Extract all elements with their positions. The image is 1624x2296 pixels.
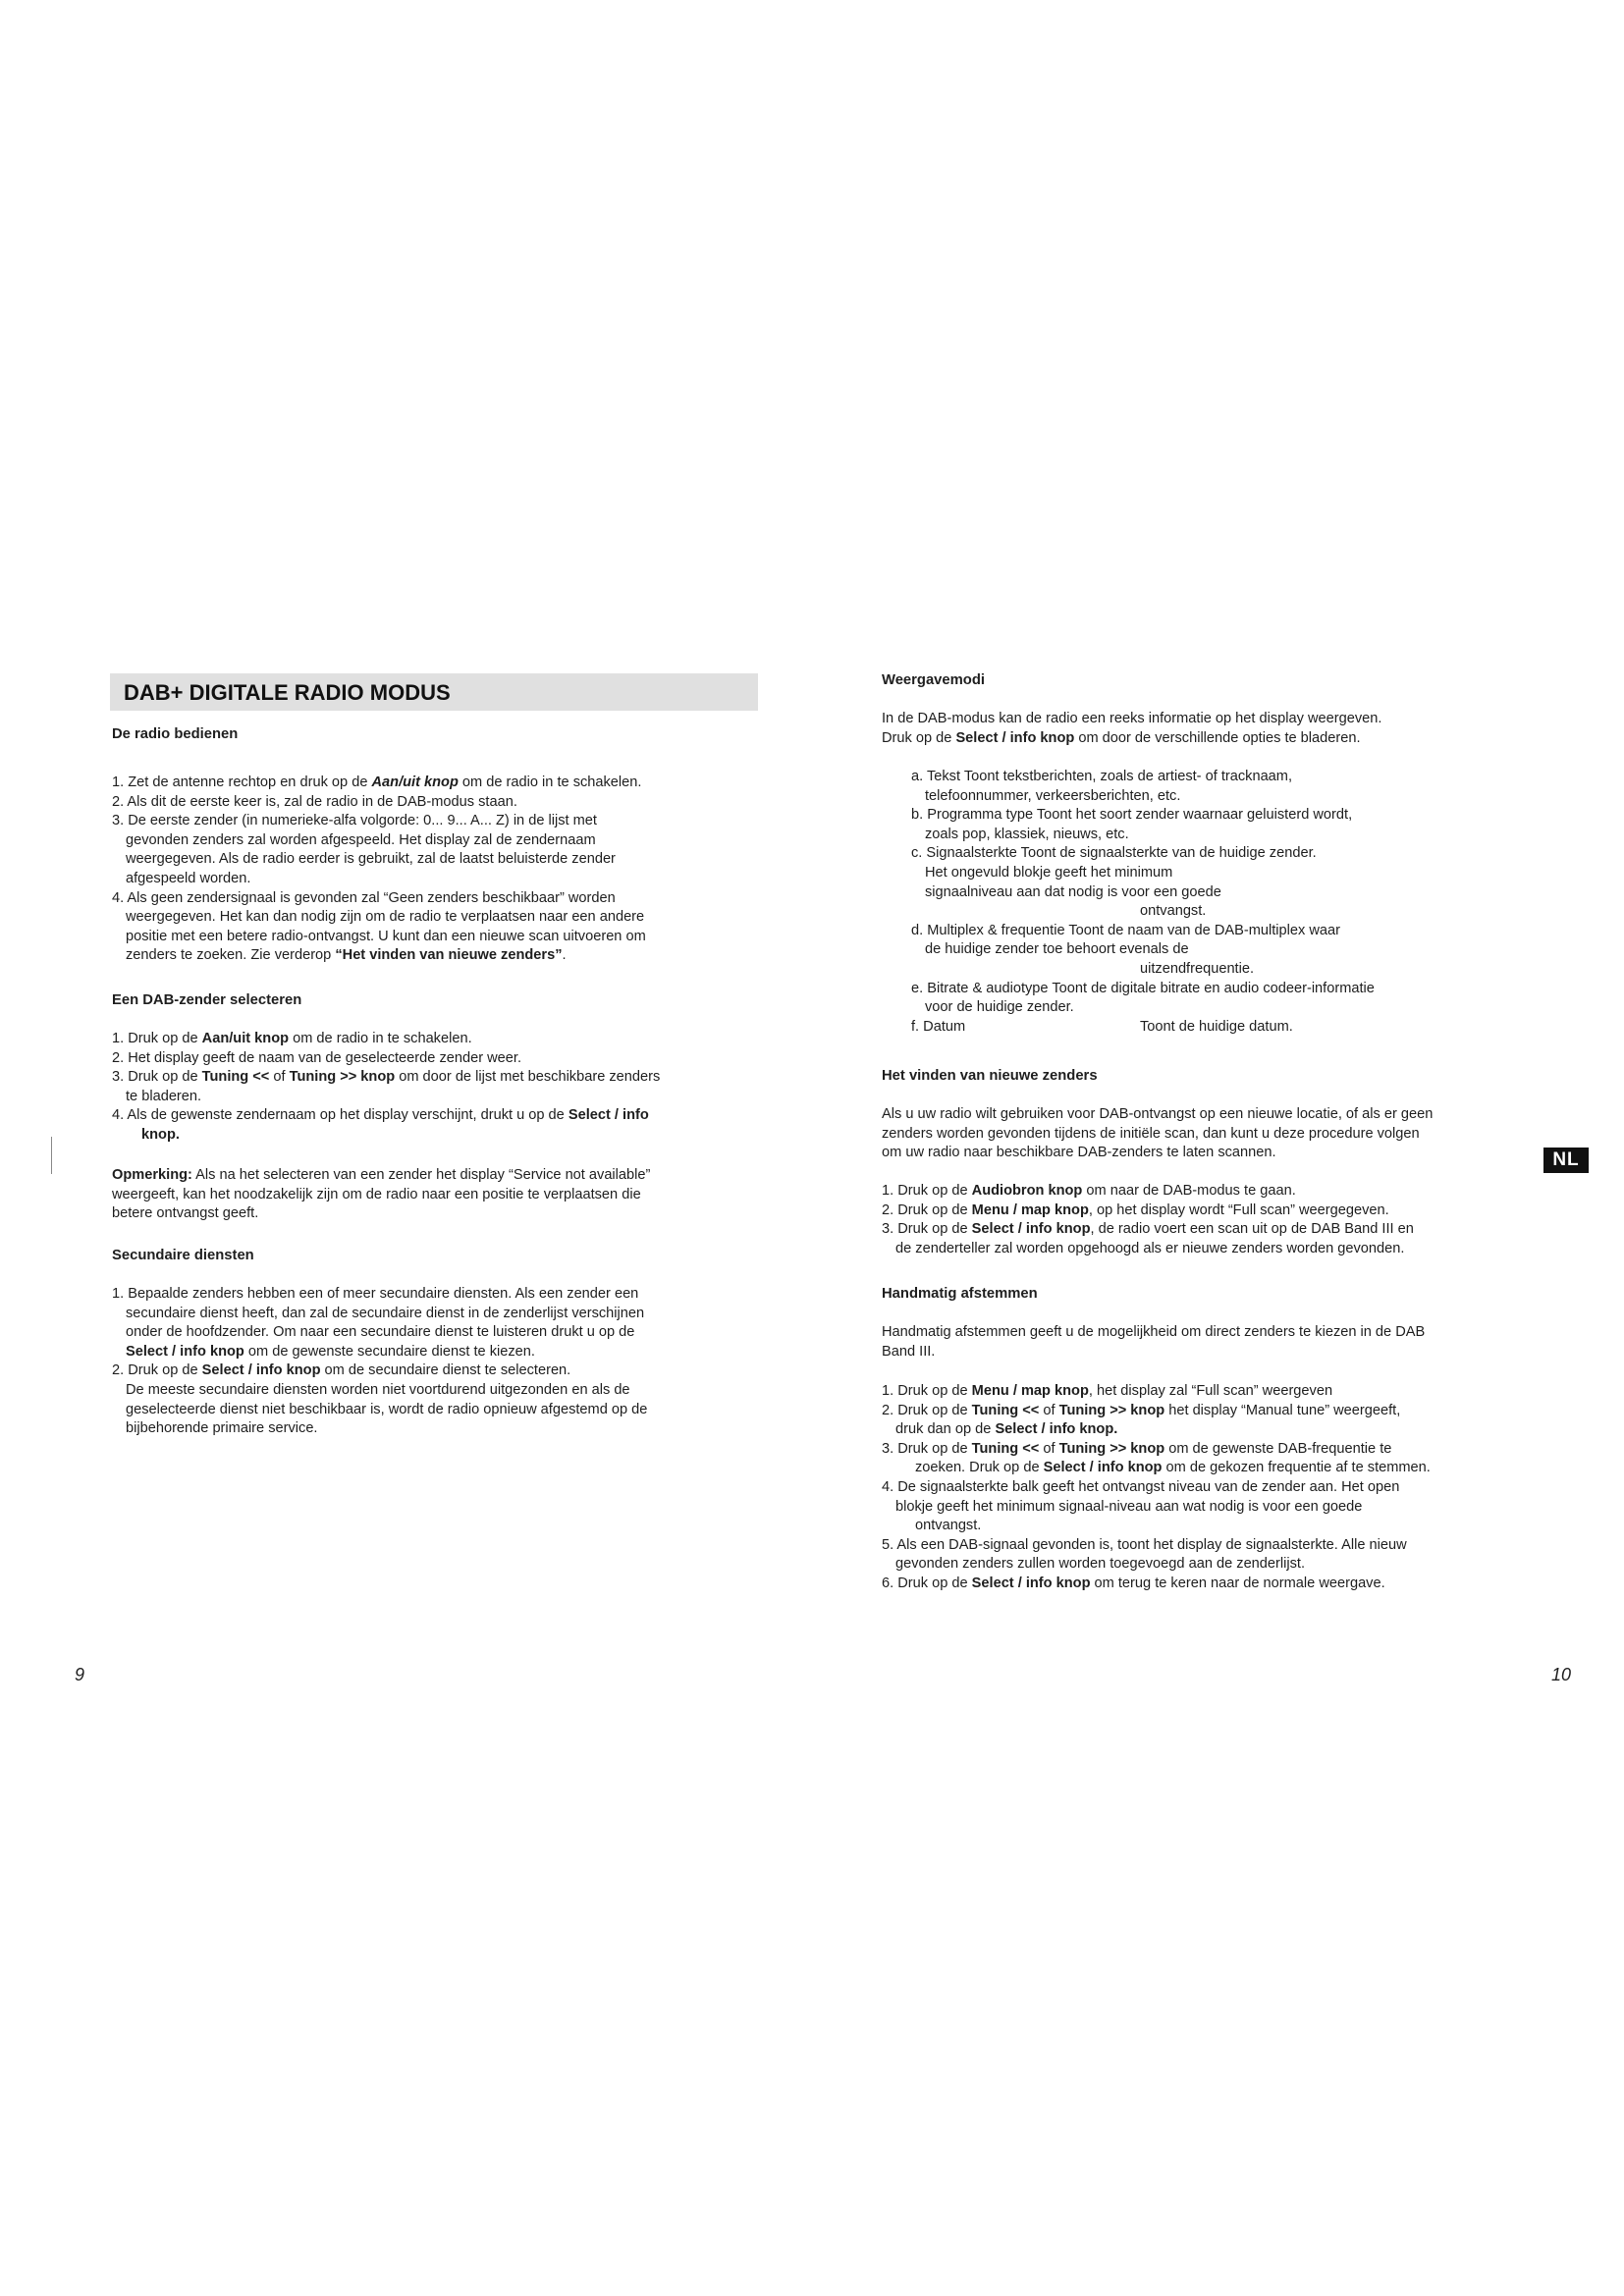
list-zender-selecteren [112, 1030, 780, 1146]
page-number-right: 10 [1551, 1665, 1572, 1684]
list-item-cont: de huidige zender toe behoort evenals de [925, 941, 1189, 958]
list-item-cont: zenders te zoeken. Zie verderop “Het vinden van nieuwe zenders”. [126, 947, 567, 964]
list-radio-bedienen [112, 774, 780, 966]
list-item: 4. De signaalsterkte balk geeft het ontvangst niveau van de zender aan. Het open [882, 1478, 1400, 1495]
list-item-cont: positie met een betere radio-ontvangst. U kunt dan een nieuwe scan uitvoeren om [126, 928, 646, 944]
paragraph-line: om uw radio naar beschikbare DAB-zenders te laten scannen. [882, 1145, 1276, 1161]
handmatig-paragraph [882, 1323, 1549, 1362]
paragraph-line: Als u uw radio wilt gebruiken voor DAB-ontvangst op een nieuwe locatie, of als er geen [882, 1106, 1434, 1122]
paragraph-line: In de DAB-modus kan de radio een reeks informatie op het display weergeven. [882, 711, 1382, 726]
list-item: 4. Als geen zendersignaal is gevonden zal “Geen zenders beschikbaar” worden [112, 889, 616, 906]
heading-weergavemodi: Weergavemodi [882, 672, 985, 688]
list-item-cont: signaalniveau aan dat nodig is voor een goede [925, 883, 1221, 900]
list-item-cont: telefoonnummer, verkeersberichten, etc. [925, 787, 1181, 804]
list-item-cont: blokje geeft het minimum signaal-niveau aan wat nodig is voor een goede [895, 1498, 1363, 1515]
heading-de-radio-bedienen: De radio bedienen [112, 726, 239, 742]
list-item: 6. Druk op de Select / info knop om terug te keren naar de normale weergave. [882, 1575, 1385, 1591]
list-secundaire-diensten [112, 1285, 780, 1439]
display-modes-list [911, 768, 1540, 1037]
paragraph-line: Band III. [882, 1343, 936, 1360]
section-title: DAB+ DIGITALE RADIO MODUS [124, 680, 451, 705]
list-handmatig [882, 1382, 1569, 1594]
list-item-cont: voor de huidige zender. [925, 999, 1074, 1016]
note-line: weergeeft, kan het noodzakelijk zijn om de radio naar een positie te verplaatsen die [112, 1186, 641, 1202]
list-item-cont: afgespeeld worden. [126, 870, 251, 886]
list-item-cont: onder de hoofdzender. Om naar een secundaire dienst te luisteren drukt u op de [126, 1324, 635, 1341]
list-item: 2. Druk op de Select / info knop om de secundaire dienst te selecteren. [112, 1362, 571, 1379]
list-item-cont: zoeken. Druk op de Select / info knop om de gekozen frequentie af te stemmen. [915, 1460, 1431, 1476]
list-item-cont: zoals pop, klassiek, nieuws, etc. [925, 826, 1129, 842]
section-title-bar [110, 673, 758, 711]
list-item-cont: secundaire dienst heeft, dan zal de secundaire dienst in de zenderlijst verschijnen [126, 1305, 645, 1321]
list-item-cont: weergegeven. Het kan dan nodig zijn om de radio te verplaatsen naar een andere [126, 909, 645, 926]
list-item-cont: Het ongevuld blokje geeft het minimum [925, 864, 1173, 881]
heading-secundaire-diensten: Secundaire diensten [112, 1248, 254, 1263]
list-item: 1. Druk op de Aan/uit knop om de radio in te schakelen. [112, 1031, 472, 1046]
list-nieuwe-zenders [882, 1182, 1549, 1258]
list-item-cont: te bladeren. [126, 1088, 202, 1104]
note-line: Opmerking: Als na het selecteren van een zender het display “Service not available” [112, 1167, 651, 1183]
list-item: 1. Zet de antenne rechtop en druk op de Aan/uit knop om de radio in te schakelen. [112, 774, 642, 790]
list-item: d. Multiplex & frequentie Toont de naam van de DAB-multiplex waar [911, 922, 1340, 938]
list-item: 3. Druk op de Tuning << of Tuning >> knop om door de lijst met beschikbare zenders [112, 1069, 661, 1086]
heading-dab-zender-selecteren: Een DAB-zender selecteren [112, 992, 302, 1008]
list-item-cont: de zenderteller zal worden opgehoogd als er nieuwe zenders worden gevonden. [895, 1240, 1405, 1256]
list-item-cont: gevonden zenders zullen worden toegevoegd aan de zenderlijst. [895, 1556, 1306, 1573]
list-item-cont: ontvangst. [1140, 903, 1207, 920]
list-item: 2. Het display geeft de naam van de geselecteerde zender weer. [112, 1049, 521, 1066]
list-item: 2. Druk op de Tuning << of Tuning >> knop het display “Manual tune” weergeeft, [882, 1402, 1401, 1418]
list-item: 3. De eerste zender (in numerieke-alfa volgorde: 0... 9... A... Z) in de lijst met [112, 813, 597, 829]
list-item: 2. Druk op de Menu / map knop, op het display wordt “Full scan” weergegeven. [882, 1201, 1389, 1218]
weergavemodi-intro [882, 710, 1549, 748]
list-item: a. Tekst Toont tekstberichten, zoals de artiest- of tracknaam, [911, 769, 1293, 784]
list-item: 3. Druk op de Tuning << of Tuning >> knop om de gewenste DAB-frequentie te [882, 1440, 1392, 1457]
note-paragraph [112, 1166, 780, 1224]
list-item-cont: knop. [141, 1126, 180, 1143]
language-badge: NL [1543, 1148, 1589, 1173]
list-item: c. Signaalsterkte Toont de signaalsterkte van de huidige zender. [911, 845, 1317, 862]
paragraph-line: De meeste secundaire diensten worden niet voortdurend uitgezonden en als de [126, 1381, 630, 1398]
list-item: 3. Druk op de Select / info knop, de radio voert een scan uit op de DAB Band III en [882, 1221, 1414, 1238]
list-item: f. Datum Toont de huidige datum. [911, 1018, 1293, 1035]
list-item-cont: uitzendfrequentie. [1140, 960, 1255, 977]
list-item: b. Programma type Toont het soort zender waarnaar geluisterd wordt, [911, 807, 1353, 824]
heading-nieuwe-zenders: Het vinden van nieuwe zenders [882, 1068, 1098, 1084]
list-item-cont: gevonden zenders zal worden afgespeeld. Het display zal de zendernaam [126, 831, 596, 848]
paragraph-line: Handmatig afstemmen geeft u de mogelijkheid om direct zenders te kiezen in de DAB [882, 1324, 1426, 1340]
list-item: 4. Als de gewenste zendernaam op het display verschijnt, drukt u op de Select / info [112, 1107, 649, 1124]
list-item-cont: Select / info knop om de gewenste secundaire dienst te kiezen. [126, 1343, 535, 1360]
list-item: 1. Druk op de Audiobron knop om naar de DAB-modus te gaan. [882, 1183, 1296, 1199]
list-item: 1. Bepaalde zenders hebben een of meer secundaire diensten. Als een zender een [112, 1286, 639, 1302]
list-item-cont: ontvangst. [915, 1518, 982, 1534]
list-item: 1. Druk op de Menu / map knop, het display zal “Full scan” weergeven [882, 1383, 1333, 1399]
note-line: betere ontvangst geeft. [112, 1205, 259, 1222]
list-item: 5. Als een DAB-signaal gevonden is, toont het display de signaalsterkte. Alle nieuw [882, 1536, 1407, 1553]
paragraph-line: geselecteerde dienst niet beschikbaar is, wordt de radio opnieuw afgestemd op de [126, 1401, 648, 1417]
list-item: 2. Als dit de eerste keer is, zal de radio in de DAB-modus staan. [112, 793, 517, 810]
margin-mark [51, 1137, 52, 1174]
paragraph-line: zenders worden gevonden tijdens de initiële scan, dan kunt u deze procedure volgen [882, 1125, 1420, 1142]
paragraph-line: bijbehorende primaire service. [126, 1420, 318, 1437]
page-number-left: 9 [75, 1665, 85, 1684]
list-item: e. Bitrate & audiotype Toont de digitale bitrate en audio codeer-informatie [911, 980, 1375, 996]
list-item-cont: weergegeven. Als de radio eerder is gebruikt, zal de laatst beluisterde zender [126, 851, 616, 868]
nieuwe-zenders-paragraph [882, 1105, 1549, 1163]
paragraph-line: Druk op de Select / info knop om door de verschillende opties te bladeren. [882, 729, 1361, 746]
list-item-cont: druk dan op de Select / info knop. [895, 1421, 1118, 1438]
heading-handmatig-afstemmen: Handmatig afstemmen [882, 1286, 1038, 1302]
